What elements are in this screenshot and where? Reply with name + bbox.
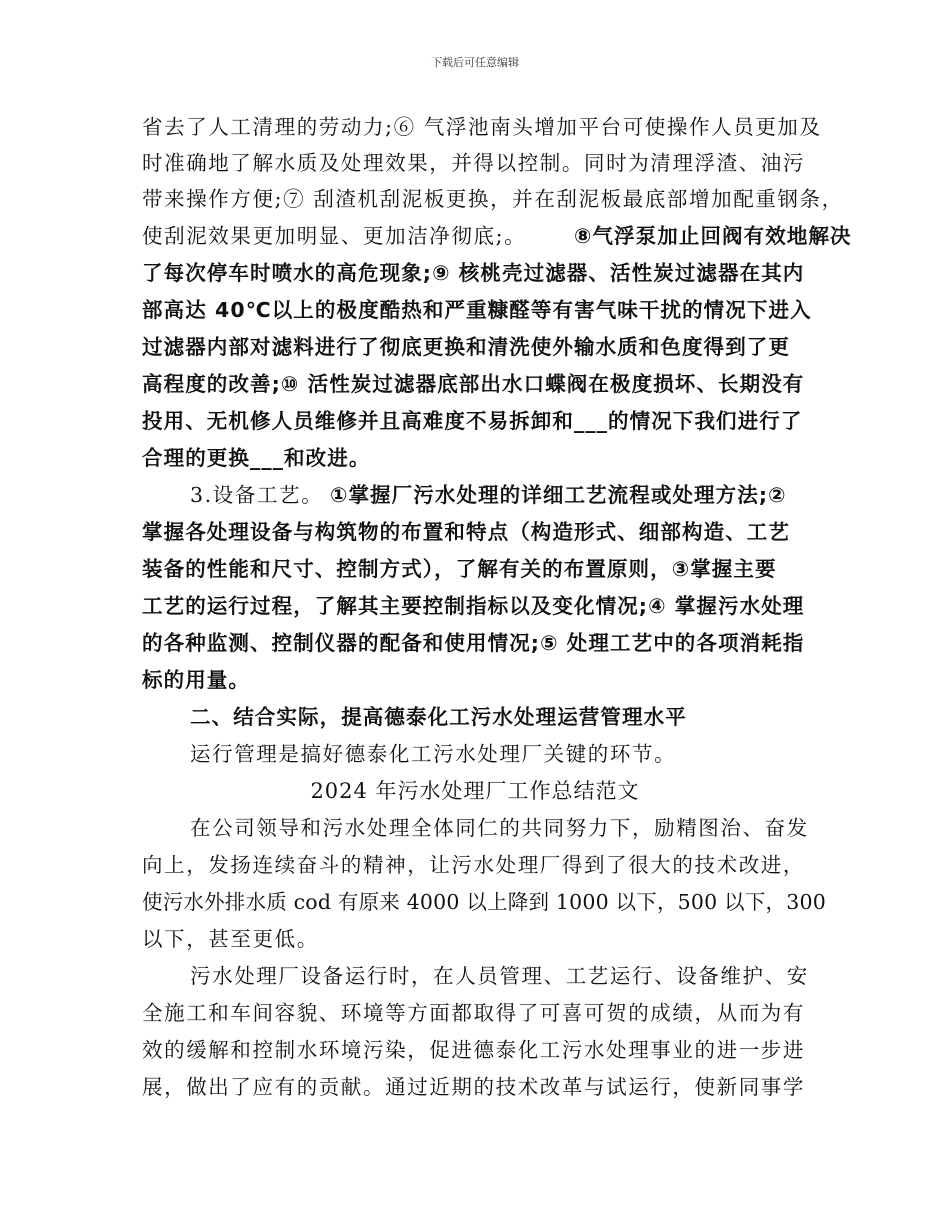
- text-line-bold: 装备的性能和尺寸、控制方式），了解有关的布置原则，③掌握主要: [142, 557, 777, 581]
- text-line: 效的缓解和控制水环境污染，促进德泰化工污水处理事业的进一步进: [142, 1038, 805, 1062]
- section-heading: 3.设备工艺。: [190, 483, 324, 507]
- text-line: 使污水外排水质 cod 有原来 4000 以上降到 1000 以下，500 以下，300: [142, 890, 826, 914]
- section-heading: 二、结合实际，提高德泰化工污水处理运营管理水平: [190, 705, 687, 729]
- text-line: 污水处理厂设备运行时，在人员管理、工艺运行、设备维护、安: [190, 964, 809, 988]
- text-line-bold: 标的用量。: [142, 668, 250, 692]
- page-header: 下载后可任意编辑: [431, 56, 519, 69]
- text-line-bold: 过滤器内部对滤料进行了彻底更换和清洗使外输水质和色度得到了更: [142, 335, 790, 359]
- text-line-bold: 了每次停车时喷水的高危现象;⑨ 核桃壳过滤器、活性炭过滤器在其内: [142, 261, 805, 285]
- text-line-bold: 投用、无机修人员维修并且高难度不易拆卸和___的情况下我们进行了: [142, 409, 803, 433]
- text-line: 带来操作方便;⑦ 刮渣机刮泥板更换，并在刮泥板最底部增加配重钢条，: [142, 187, 844, 211]
- text-line: 运行管理是搞好德泰化工污水处理厂关键的环节。: [190, 742, 677, 766]
- text-line: 时准确地了解水质及处理效果，并得以控制。同时为清理浮渣、油污: [142, 151, 805, 175]
- text-line-bold: 的各种监测、控制仪器的配备和使用情况;⑤ 处理工艺中的各项消耗指: [142, 631, 805, 655]
- text-line: 展，做出了应有的贡献。通过近期的技术改革与试运行，使新同事学: [142, 1075, 805, 1099]
- article-title: 2024 年污水处理厂工作总结范文: [310, 779, 640, 803]
- text-line: 向上，发扬连续奋斗的精神，让污水处理厂得到了很大的技术改进，: [142, 853, 805, 877]
- text-line-bold: 工艺的运行过程，了解其主要控制指标以及变化情况;④ 掌握污水处理: [142, 594, 805, 618]
- text-line: 省去了人工清理的劳动力;⑥ 气浮池南头增加平台可使操作人员更加及: [142, 115, 822, 139]
- text-line: 使刮泥效果更加明显、更加洁净彻底;。: [142, 224, 527, 248]
- text-line-bold: 合理的更换___和改进。: [142, 446, 371, 470]
- text-line-bold: 高程度的改善;⑩ 活性炭过滤器底部出水口蝶阀在极度损坏、长期没有: [142, 372, 805, 396]
- text-line-bold: ①掌握厂污水处理的详细工艺流程或处理方法;②: [330, 483, 787, 507]
- text-line-bold: 掌握各处理设备与构筑物的布置和特点（构造形式、细部构造、工艺: [142, 520, 790, 544]
- text-line-bold: 部高达 40℃以上的极度酷热和严重糠醛等有害气味干扰的情况下进入: [142, 298, 812, 322]
- text-line: 全施工和车间容貌、环境等方面都取得了可喜可贺的成绩，从而为有: [142, 1001, 805, 1025]
- text-line-bold: ⑧气浮泵加止回阀有效地解决: [574, 224, 852, 248]
- text-line: 以下，甚至更低。: [142, 927, 319, 951]
- text-line: 在公司领导和污水处理全体同仁的共同努力下，励精图治、奋发: [190, 816, 809, 840]
